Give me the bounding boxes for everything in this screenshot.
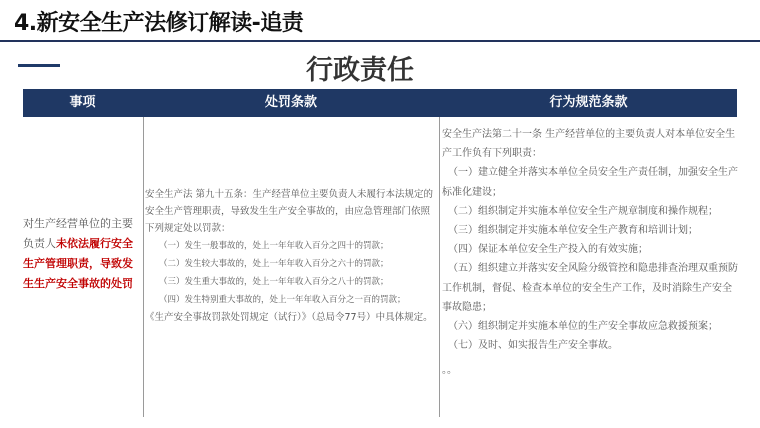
penalty-item: （三）发生重大事故的，处上一年年收入百分之八十的罚款； bbox=[159, 277, 389, 287]
matter-text: 对生产经营单位的主要负责人 bbox=[23, 217, 133, 250]
norms-item: （四）保证本单位安全生产投入的有效实施； bbox=[448, 244, 648, 256]
header-matter: 事项 bbox=[69, 95, 96, 110]
penalty-item: （四）发生特别重大事故的，处上一年年收入百分之一百的罚款； bbox=[159, 295, 406, 305]
penalty-cell bbox=[145, 186, 437, 326]
header-penalty: 处罚条款 bbox=[264, 95, 317, 110]
table-header bbox=[23, 89, 737, 117]
penalty-footer: 《生产安全事故罚款处罚规定（试行）》（总局令77号）中具体规定。 bbox=[145, 312, 433, 323]
title-divider bbox=[0, 40, 760, 42]
matter-highlight: 未依法履行安全生产管理职责，导致发生生产安全事故的处罚 bbox=[23, 237, 133, 290]
column-divider bbox=[143, 117, 144, 417]
matter-cell bbox=[23, 214, 139, 294]
norms-intro: 安全生产法第二十一条 生产经营单位的主要负责人对本单位安全生产工作负有下列职责： bbox=[442, 129, 736, 160]
column-divider bbox=[439, 117, 440, 417]
penalty-intro: 安全生产法 第九十五条：生产经营单位主要负责人未履行本法规定的安全生产管理职责，导致发生生产安全事故的，由应急管理部门依照下列规定处以罚款： bbox=[145, 189, 434, 234]
norms-cell bbox=[442, 125, 738, 381]
norms-item: （三）组织制定并实施本单位安全生产教育和培训计划； bbox=[448, 225, 698, 237]
page-title: 4.新安全生产法修订解读-追责 bbox=[14, 11, 304, 36]
header-norms: 行为规范条款 bbox=[549, 95, 628, 110]
penalty-item: （一）发生一般事故的，处上一年年收入百分之四十的罚款； bbox=[159, 241, 389, 251]
norms-item: （二）组织制定并实施本单位安全生产规章制度和操作规程； bbox=[448, 205, 718, 217]
norms-tail: 。。 bbox=[442, 365, 457, 377]
penalty-item: （二）发生较大事故的，处上一年年收入百分之六十的罚款； bbox=[159, 259, 389, 269]
norms-item: （五）组织建立并落实安全风险分级管控和隐患排查治理双重预防工作机制，督促、检查本单位的安全生产工作，及时消除生产安全事故隐患； bbox=[442, 263, 738, 313]
norms-item: （一）建立健全并落实本单位全员安全生产责任制，加强安全生产标准化建设； bbox=[442, 167, 738, 198]
norms-item: （七）及时、如实报告生产安全事故。 bbox=[448, 340, 618, 352]
norms-item: （六）组织制定并实施本单位的生产安全事故应急救援预案； bbox=[448, 321, 718, 333]
section-subtitle: 行政责任 bbox=[306, 55, 414, 86]
